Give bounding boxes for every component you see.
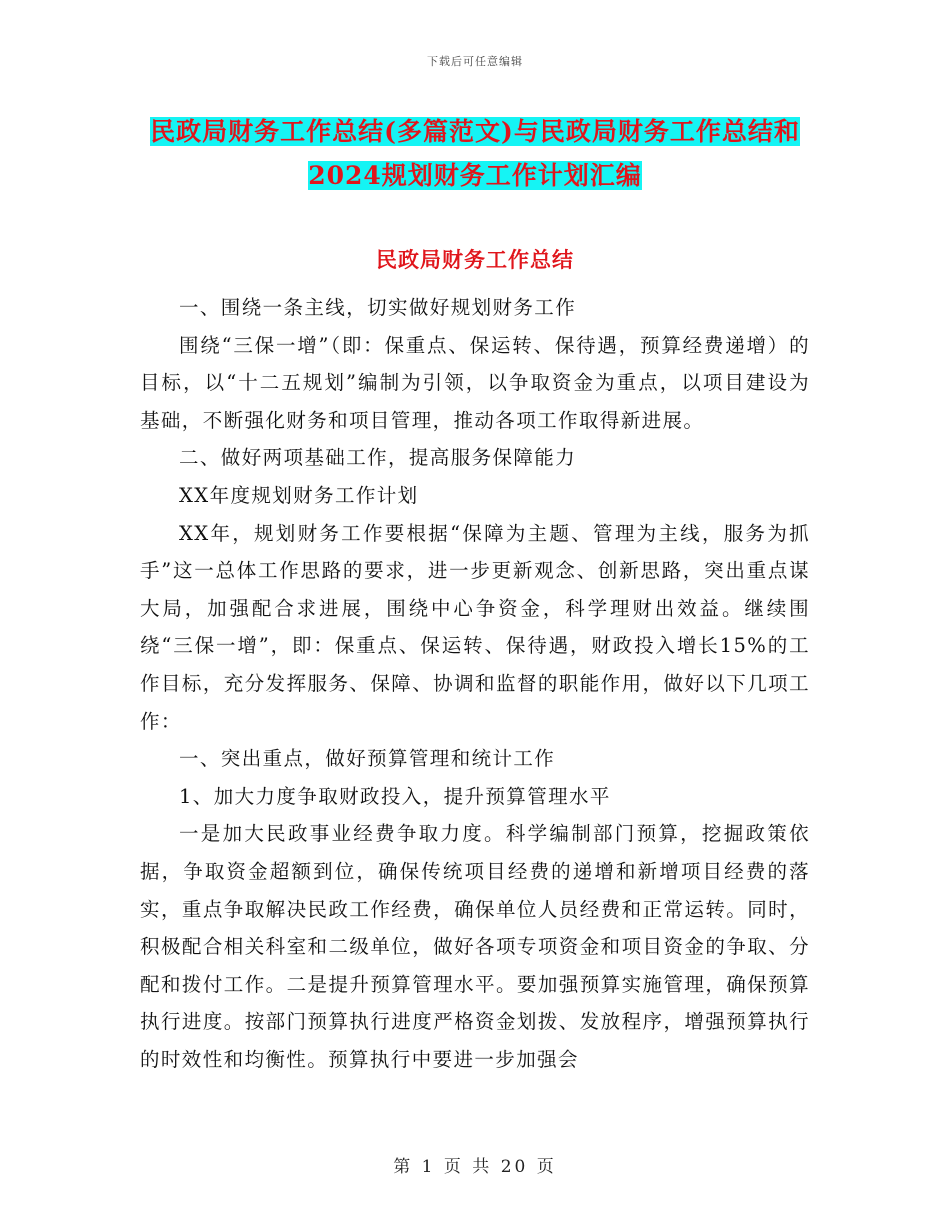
paragraph: 1、加大力度争取财政投入，提升预算管理水平 <box>179 784 611 808</box>
paragraph: 一、围绕一条主线，切实做好规划财务工作 <box>179 296 577 319</box>
section-title: 民政局财务工作总结 <box>376 247 574 272</box>
paragraph: XX年度规划财务工作计划 <box>179 483 419 507</box>
paragraph: 一、突出重点，做好预算管理和统计工作 <box>179 747 556 771</box>
page-number-footer: 第 1 页 共 20 页 <box>393 1157 557 1177</box>
paragraph: 围绕“三保一增”（即：保重点、保运转、保待遇，预算经费递增）的目标，以“十二五规划”编制为引领，以争取资金为重点，以项目建设为基础，不断强化财务和项目管理，推动各项工作取得新进展。 <box>140 333 810 432</box>
document-title-text: 民政局财务工作总结(多篇范文)与民政局财务工作总结和2024规划财务工作计划汇编 <box>150 117 800 190</box>
header-note: 下载后可任意编辑 <box>427 55 523 68</box>
paragraph: 一是加大民政事业经费争取力度。科学编制部门预算，挖掘政策依据，争取资金超额到位，确保传统项目经费的递增和新增项目经费的落实，重点争取解决民政工作经费，确保单位人员经费和正常运转。同时，积极配合相关科室和二级单位，做好各项专项资金和项目资金的争取、分配和拨付工作。二是提升预算管理水平。要加强预算实施管理，确保预算执行进度。按部门预算执行进度严格资金划拨、发放程序，增强预算执行的时效性和均衡性。预算执行中要进一步加强会 <box>140 822 810 1071</box>
paragraph: 二、做好两项基础工作，提高服务保障能力 <box>179 446 577 470</box>
document-title <box>140 110 810 198</box>
paragraph: XX年，规划财务工作要根据“保障为主题、管理为主线，服务为抓手”这一总体工作思路的要求，进一步更新观念、创新思路，突出重点谋大局，加强配合求进展，围绕中心争资金，科学理财出效益。继续围绕“三保一增”，即：保重点、保运转、保待遇，财政投入增长15%的工作目标，充分发挥服务、保障、协调和监督的职能作用，做好以下几项工作： <box>140 521 810 733</box>
document-body <box>140 289 810 1078</box>
